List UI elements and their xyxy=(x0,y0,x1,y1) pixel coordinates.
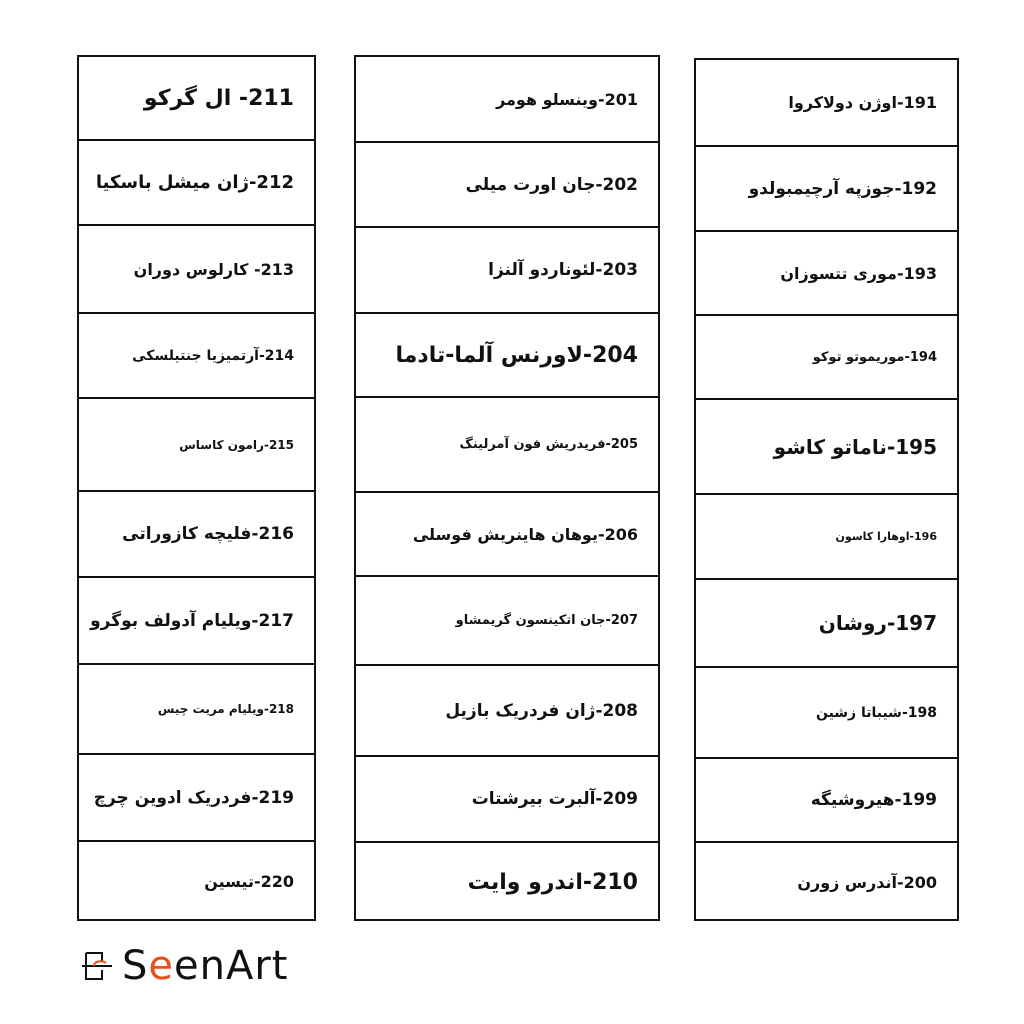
list-item-194: 194-موریموتو توکو xyxy=(696,314,957,398)
list-item-217: 217-ویلیام آدولف بوگرو xyxy=(79,576,314,663)
list-item-192: 192-جوزپه آرچیمبولدو xyxy=(696,145,957,230)
list-item-203: 203-لئوناردو آلنزا xyxy=(356,226,658,312)
list-item-219: 219-فردریک ادوین چرچ xyxy=(79,753,314,840)
list-item-195: 195-ناماتو کاشو xyxy=(696,398,957,493)
list-item-204: 204-لاورنس آلما-تادما xyxy=(356,312,658,396)
logo-wordmark xyxy=(122,943,288,989)
list-item-201: 201-وینسلو هومر xyxy=(496,89,638,109)
logo-accent-letter: e xyxy=(148,943,174,989)
list-item-206: 206-یوهان هاینریش فوسلی xyxy=(356,491,658,575)
list-item-191: 191-اوژن دولاکروا xyxy=(788,93,937,112)
list-item-202: 202-جان اورت میلی xyxy=(356,141,658,226)
list-item-220: 220-تیسین xyxy=(79,840,314,921)
list-item-218: 218-ویلیام مریت چیس xyxy=(79,663,314,753)
list-item-212: 212-ژان میشل باسکیا xyxy=(79,139,314,224)
list-item-215: 215-رامون کاساس xyxy=(79,397,314,490)
seenart-logo xyxy=(80,944,288,988)
list-item-198: 198-شیباتا زشین xyxy=(696,666,957,757)
list-item-193: 193-موری تتسوزان xyxy=(696,230,957,314)
list-item-210: 210-اندرو وایت xyxy=(356,841,658,921)
list-item-197: 197-روشان xyxy=(696,578,957,666)
column-right xyxy=(694,58,959,921)
list-item-211: 211- ال گرکو xyxy=(143,85,294,111)
column-middle xyxy=(354,55,660,921)
logo-suffix: enArt xyxy=(174,943,289,989)
brush-logo-icon xyxy=(80,949,114,983)
list-item-213: 213- کارلوس دوران xyxy=(79,224,314,312)
list-item-208: 208-ژان فردریک بازیل xyxy=(356,664,658,755)
list-item-214: 214-آرتمیزیا جنتیلسکی xyxy=(79,312,314,397)
list-item-205: 205-فریدریش فون آمرلینگ xyxy=(356,396,658,491)
list-item-200: 200-آندرس زورن xyxy=(696,841,957,921)
list-item-199: 199-هیروشیگه xyxy=(696,757,957,841)
logo-prefix: S xyxy=(122,943,149,989)
list-item-196: 196-اوهارا کاسون xyxy=(696,493,957,578)
list-item-216: 216-فلیچه کازوراتی xyxy=(79,490,314,576)
list-item-209: 209-آلبرت بیرشتات xyxy=(356,755,658,841)
list-item-207: 207-جان اتکینسون گریمشاو xyxy=(356,575,658,664)
column-left xyxy=(77,55,316,921)
